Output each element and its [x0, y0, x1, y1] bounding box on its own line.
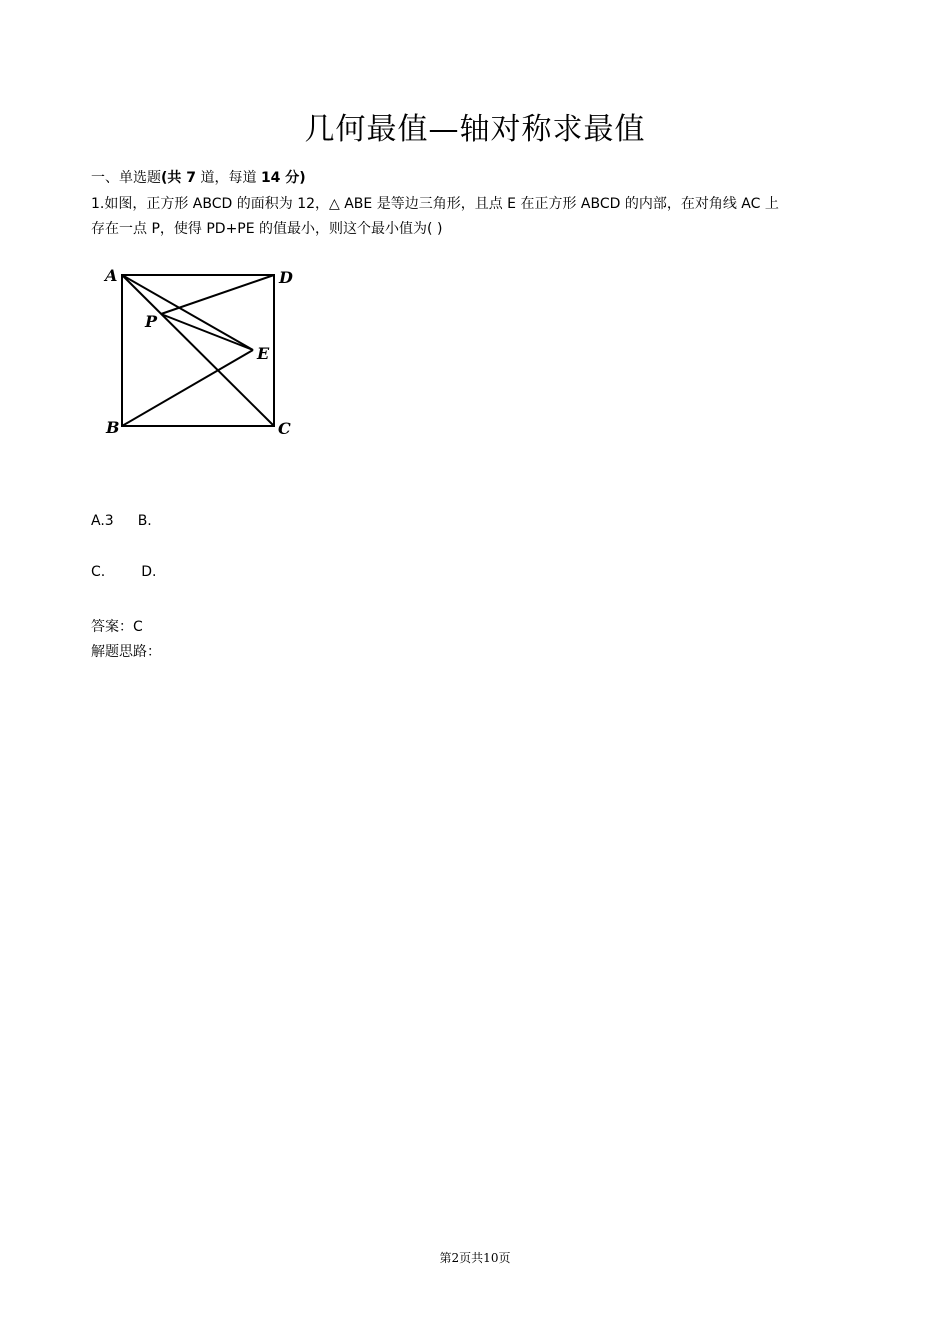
page-title: 几何最值—轴对称求最值	[304, 112, 646, 147]
segment-be	[122, 350, 253, 426]
section-prefix: 一、单选题	[91, 170, 161, 186]
options-row-2	[91, 562, 156, 582]
question-line-1: 1.如图，正方形 ABCD 的面积为 12，△ ABE 是等边三角形，且点 E 在正方形 ABCD 的内部，在对角线 AC 上	[91, 196, 779, 212]
label-c: C	[278, 419, 291, 438]
option-c: C.	[91, 564, 106, 580]
section-suffix: 分)	[280, 170, 306, 186]
label-p: P	[145, 312, 158, 331]
option-b: B.	[137, 513, 152, 529]
section-paren-open: (共	[161, 170, 187, 186]
section-mid: 道，每道	[196, 170, 261, 186]
answer-line: 答案：C	[91, 619, 143, 635]
question-line-2: 存在一点 P，使得 PD+PE 的值最小，则这个最小值为( )	[91, 221, 443, 237]
section-heading	[91, 168, 306, 188]
section-count: 7	[186, 170, 197, 186]
geometry-figure	[100, 262, 300, 442]
segment-pe	[161, 314, 253, 350]
page-footer: 第2页共10页	[439, 1251, 511, 1265]
label-e: E	[257, 344, 270, 363]
options-row-1	[91, 511, 152, 531]
section-score: 14	[260, 170, 281, 186]
segment-pd	[161, 275, 274, 314]
option-a: A.3	[91, 513, 114, 529]
label-d: D	[279, 268, 293, 287]
label-b: B	[106, 418, 120, 437]
analysis-line: 解题思路：	[91, 644, 161, 660]
label-a: A	[105, 266, 118, 285]
option-d: D.	[141, 564, 157, 580]
